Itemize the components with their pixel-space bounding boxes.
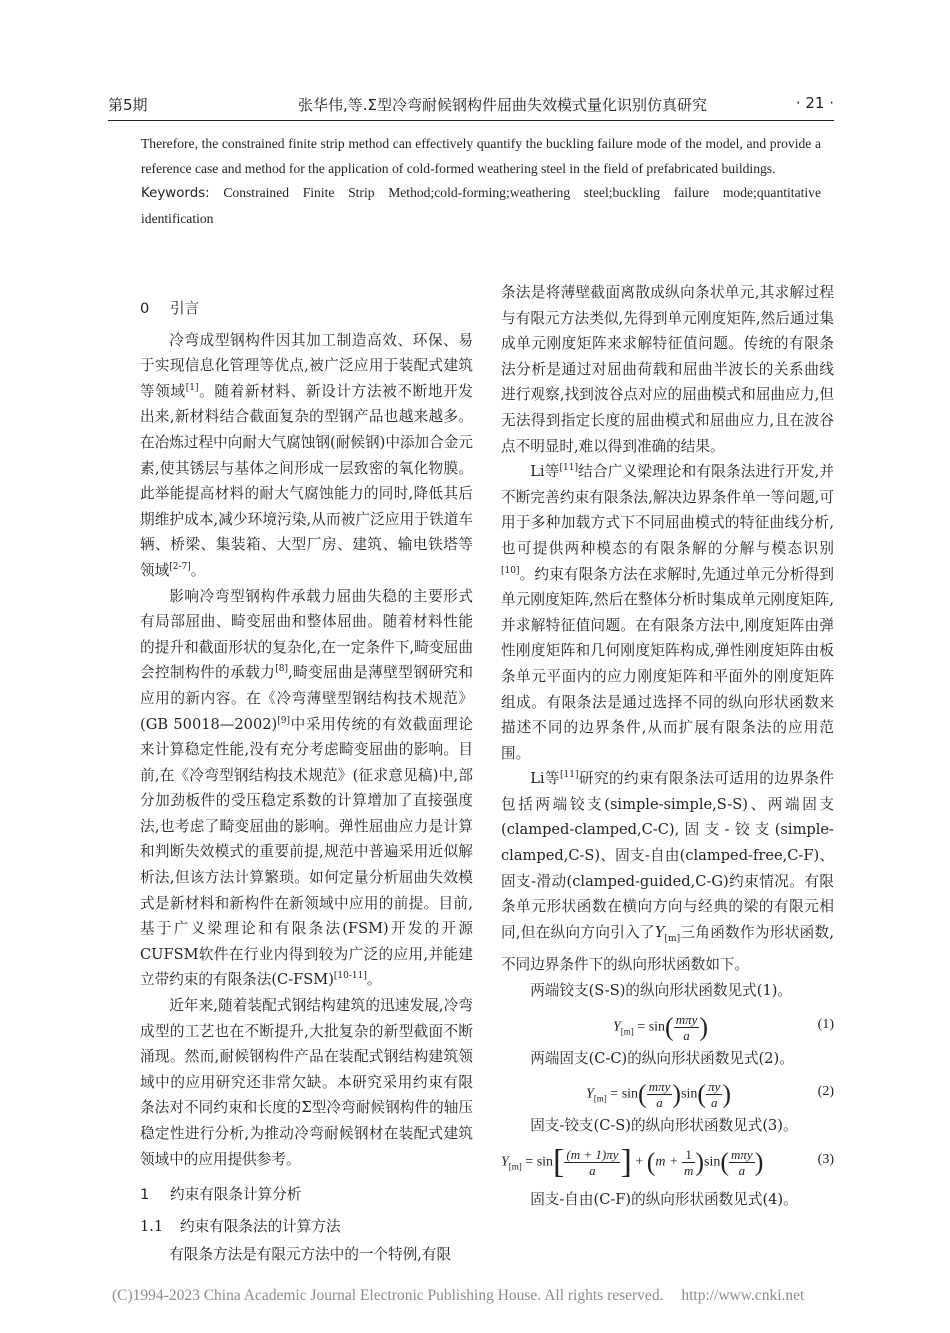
paragraph: 有限条方法是有限元方法中的一个特例,有限 (169, 1246, 452, 1264)
section-number: 0 (140, 300, 150, 317)
page-number: · 21 · (795, 94, 834, 112)
equation-intro: 两端固支(C-C)的纵向形状函数见式(2)。 (530, 1049, 794, 1067)
citation: [2-7] (169, 561, 191, 572)
citation: [11] (560, 770, 579, 781)
equation-3: $Y_{[m]} = \sin$[ $\frac{(m + 1)\pi y}{a}$ ] + (m + $\frac{1}{m}$ )sin( $\frac{\text{mπy}}{a}$ ) (3) (501, 1143, 834, 1181)
equation-number: (1) (817, 1016, 834, 1032)
citation: [8] (275, 664, 289, 675)
equation-1: $Y_{[m]} = \sin$( $\frac{\text{mπy}}{a}$ ) (1) (613, 1011, 834, 1043)
copyright-text: (C)1994-2023 China Academic Journal Electronic Publishing House. All rights reserved. (112, 1287, 664, 1304)
paragraph: Li等[11]结合广义梁理论和有限条法进行开发,并不断完善约束有限条法,解决边界条件单一等问题,可用于多种加载方式下不同屈曲模式的特征曲线分析,也可提供两种模态的有限条解的分解与模态识别[10]。约束有限条方法在求解时,先通过单元分析得到单元刚度矩阵,然后在整体分析时集成单元刚度矩阵,并求解特征值问题。在有限条方法中,刚度矩阵由弹性刚度矩阵和几何刚度矩阵构成,弹性刚度矩阵由板条单元平面内的应力刚度矩阵和平面外的刚度矩阵组成。有限条法是通过选择不同的纵向形状函数来描述不同的边界条件,从而扩展有限条法的应用范围。 (501, 463, 835, 762)
equation-intro: 两端铰支(S-S)的纵向形状函数见式(1)。 (530, 982, 793, 1000)
citation: [10-11] (333, 971, 367, 982)
abstract-text: Therefore, the constrained finite strip method can effectively quantify the buckling failure mode of the model, and provide a reference case and method for the application of cold-formed weathering steel in the field of prefabricated buildings. (141, 136, 821, 176)
running-header (108, 92, 834, 121)
section-heading-cfsm (140, 1182, 473, 1208)
citation: [11] (559, 463, 578, 474)
keywords-text: Constrained Finite Strip Method;cold-forming;weathering steel;buckling failure mode;quantitative identification (141, 185, 822, 226)
left-column (140, 290, 473, 1268)
paragraph: 影响冷弯型钢构件承载力屈曲失稳的主要形式有局部屈曲、畸变屈曲和整体屈曲。随着材料性能的提升和截面形状的复杂化,在一定条件下,畸变屈曲会控制构件的承载力[8],畸变屈曲是薄壁型钢研究和应用的新内容。在《冷弯薄壁型钢结构技术规范》(GB 50018—2002)[9]中采用传统的有效截面理论来计算稳定性能,没有充分考虑畸变屈曲的影响。目前,在《冷弯型钢结构技术规范》(征求意见稿)中,部分加劲板件的受压稳定系数的计算增加了直接强度法,也考虑了畸变屈曲的影响。弹性屈曲应力是计算和判断失效模式的重要前提,规范中普遍采用近似解析法,但该方法计算繁琐。如何定量分析屈曲失效模式是新材料和新构件在新领域中应用的前提。目前,基于广义梁理论和有限条法(FSM)开发的开源CUFSM软件在行业内得到较为广泛的应用,并能建立带约束的有限条法(C-FSM)[10-11]。 (140, 587, 473, 989)
equation-number: (2) (817, 1084, 834, 1100)
paragraph: 冷弯成型钢构件因其加工制造高效、环保、易于实现信息化管理等优点,被广泛应用于装配式建筑等领域[1]。随着新材料、新设计方法被不断地开发出来,新材料结合截面复杂的型钢产品也越来越多。在冶炼过程中向耐大气腐蚀钢(耐候钢)中添加合金元素,使其锈层与基体之间形成一层致密的氧化物膜。此举能提高材料的耐大气腐蚀能力的同时,降低其后期维护成本,减少环境污染,从而被广泛应用于铁道车辆、桥梁、集装箱、大型厂房、建筑、输电铁塔等领域[2-7]。 (140, 331, 473, 579)
citation: [9] (277, 715, 290, 726)
english-abstract (141, 132, 821, 231)
keywords (141, 181, 821, 231)
issue-number: 第5期 (108, 96, 148, 114)
keywords-label: Keywords: (141, 186, 210, 201)
subsection-heading (140, 1214, 473, 1240)
symbol: Y (654, 923, 665, 941)
section-heading-introduction (140, 296, 473, 322)
equation-number: (3) (817, 1151, 834, 1167)
copyright-footer (112, 1287, 842, 1305)
paragraph: 条法是将薄壁截面离散成纵向条状单元,其求解过程与有限元方法类似,先得到单元刚度矩阵,然后通过集成单元刚度矩阵来求解特征值问题。传统的有限条法分析是通过对屈曲荷载和屈曲半波长的关系曲线进行观察,找到波谷点对应的屈曲模式和屈曲应力,但无法得到指定长度的屈曲模式和屈曲应力,且在波谷点不明显时,难以得到准确的结果。 (501, 284, 834, 455)
paragraph: 近年来,随着装配式钢结构建筑的迅速发展,冷弯成型的工艺也在不断提升,大批复杂的新型截面不断涌现。然而,耐候钢构件产品在装配式钢结构建筑领域中的应用研究还非常欠缺。本研究采用约束有限条法对不同约束和长度的Σ型冷弯耐候钢构件的轴压稳定性进行分析,为推动冷弯耐候钢材在装配式建筑领域中的应用提供参考。 (140, 997, 473, 1168)
subsection-title: 约束有限条法的计算方法 (180, 1217, 341, 1235)
equation-2: $Y_{[m]} = \sin$( $\frac{\text{mπy}}{a}$ )sin( $\frac{\pi y}{a}$ ) (2) (586, 1079, 834, 1111)
running-title: 张华伟,等.Σ型冷弯耐候钢构件屈曲失效模式量化识别仿真研究 (298, 96, 708, 114)
equation-intro: 固支-自由(C-F)的纵向形状函数见式(4)。 (530, 1190, 798, 1208)
section-title: 约束有限条计算分析 (170, 1186, 302, 1204)
citation: [1] (185, 382, 199, 393)
subsection-number: 1.1 (140, 1217, 164, 1235)
footer-url[interactable]: http://www.cnki.net (681, 1287, 805, 1304)
paragraph: Li等[11]研究的约束有限条法可适用的边界条件包括两端铰支(simple-simple,S-S)、两端固支(clamped-clamped,C-C),固支-铰支(simple-clamped,C-S)、固支-自由(clamped-free,C-F)、固支-滑动(clamped-guided,C-G)约束情况。有限条单元形状函数在横向方向与经典的梁的有限元相同,但在纵向方向引入了$Y_{[m]}$三角函数作为形状函数,不同边界条件下的纵向形状函数如下。 (501, 770, 835, 974)
right-column (501, 280, 834, 1212)
section-number: 1 (140, 1186, 150, 1204)
equation-intro: 固支-铰支(C-S)的纵向形状函数见式(3)。 (530, 1117, 798, 1135)
citation: [10] (501, 565, 520, 576)
section-title: 引言 (170, 300, 200, 317)
